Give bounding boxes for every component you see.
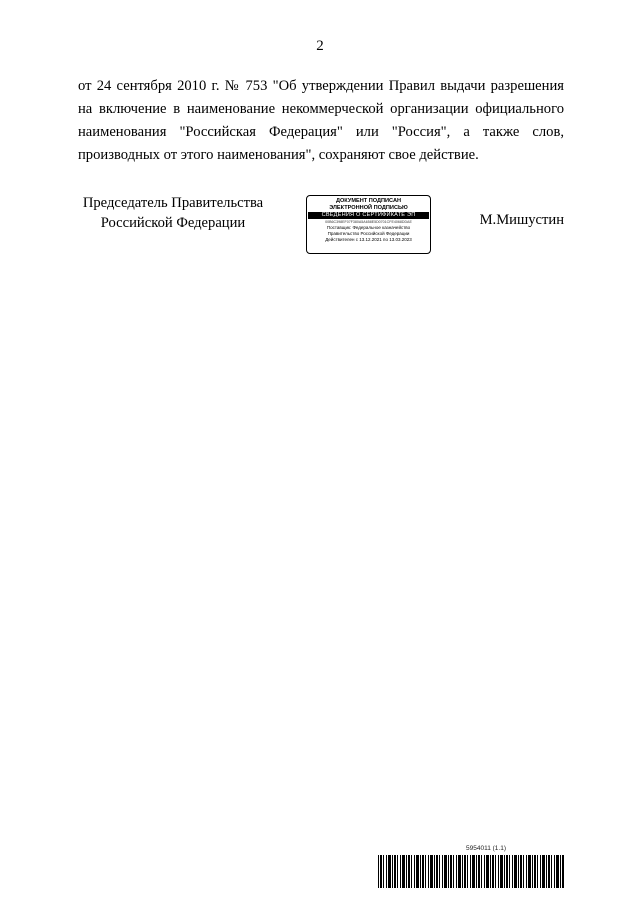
stamp-supplier: Поставщик: Федеральное казначейство (326, 225, 411, 230)
stamp-certificate-bar: СВЕДЕНИЯ О СЕРТИФИКАТЕ ЭП (308, 212, 429, 219)
barcode-label: 5954011 (1.1) (466, 845, 506, 852)
stamp-header-line: ДОКУМЕНТ ПОДПИСАН (335, 198, 402, 204)
body-line: на включение в наименование некоммерческой организации официального (78, 101, 564, 117)
body-line: от 24 сентября 2010 г. № 753 "Об утверждении Правил выдачи разрешения (78, 78, 564, 94)
page-number: 2 (316, 38, 324, 54)
stamp-serial: 00B6C398EF07F380A5A658E5D0701CFE4068DDAE (325, 220, 412, 224)
stamp-header-line: ЭЛЕКТРОННОЙ ПОДПИСЬЮ (329, 204, 408, 211)
signer-title-line: Председатель Правительства (82, 195, 264, 211)
signer-title (78, 193, 268, 233)
stamp-header (307, 198, 430, 211)
stamp-validity: Действителен с 13.12.2021 по 13.03.2023 (325, 237, 412, 242)
signer-title-line: Российской Федерации (100, 215, 246, 231)
barcode-image (378, 855, 564, 888)
body-line: наименования "Российская Федерация" или "Россия", а также слов, (78, 124, 564, 140)
electronic-signature-stamp (306, 195, 431, 254)
body-line: производных от этого наименования", сохраняют свое действие. (78, 147, 479, 163)
stamp-owner: Правительство Российской Федерации (327, 231, 410, 236)
signer-name: М.Мишустин (479, 212, 564, 228)
body-paragraph (78, 75, 564, 167)
